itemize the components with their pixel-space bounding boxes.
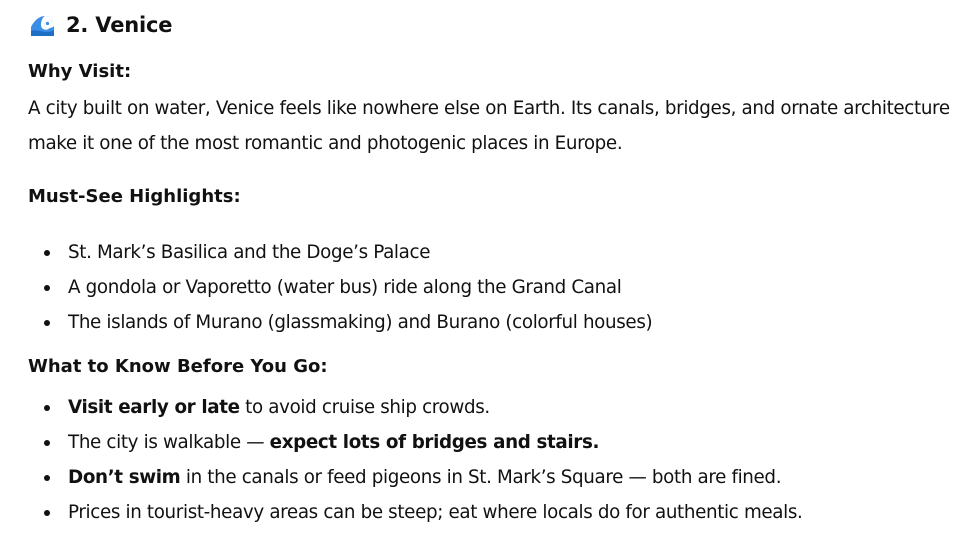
list-item	[0, 390, 803, 425]
item-text: to avoid cruise ship crowds.	[239, 397, 490, 418]
bullet-dot-icon	[44, 285, 50, 291]
list-item	[0, 460, 803, 495]
highlights-list	[0, 235, 652, 340]
water-wave-icon	[30, 12, 55, 37]
know-before-list	[0, 390, 803, 530]
bullet-dot-icon	[44, 510, 50, 516]
bold-text: Visit early or late	[68, 397, 240, 418]
list-item	[0, 495, 803, 530]
list-item	[0, 425, 803, 460]
bullet-dot-icon	[44, 440, 50, 446]
highlights-label: Must-See Highlights:	[28, 186, 241, 207]
bold-text: expect lots of bridges and stairs.	[269, 432, 600, 453]
item-text: in the canals or feed pigeons in St. Mark’s Square — both are fined.	[180, 467, 782, 488]
bold-text: Don’t swim	[68, 467, 181, 488]
list-item: A gondola or Vaporetto (water bus) ride along the Grand Canal	[0, 270, 652, 305]
list-item: St. Mark’s Basilica and the Doge’s Palace	[0, 235, 652, 270]
bullet-dot-icon	[44, 475, 50, 481]
know-before-label: What to Know Before You Go:	[28, 356, 328, 377]
item-text: Prices in tourist-heavy areas can be steep; eat where locals do for authentic meals.	[68, 502, 803, 523]
section-heading	[30, 12, 172, 37]
bullet-dot-icon	[44, 320, 50, 326]
list-item: The islands of Murano (glassmaking) and Burano (colorful houses)	[0, 305, 652, 340]
bullet-dot-icon	[44, 405, 50, 411]
why-visit-text: A city built on water, Venice feels like nowhere else on Earth. Its canals, bridges, and ornate architecture make it one of the most romantic and photogenic places in Europe.	[28, 98, 950, 154]
bullet-dot-icon	[44, 250, 50, 256]
item-text: The city is walkable —	[68, 432, 270, 453]
why-visit-label: Why Visit:	[28, 61, 132, 82]
section-title: 2. Venice	[66, 12, 173, 37]
